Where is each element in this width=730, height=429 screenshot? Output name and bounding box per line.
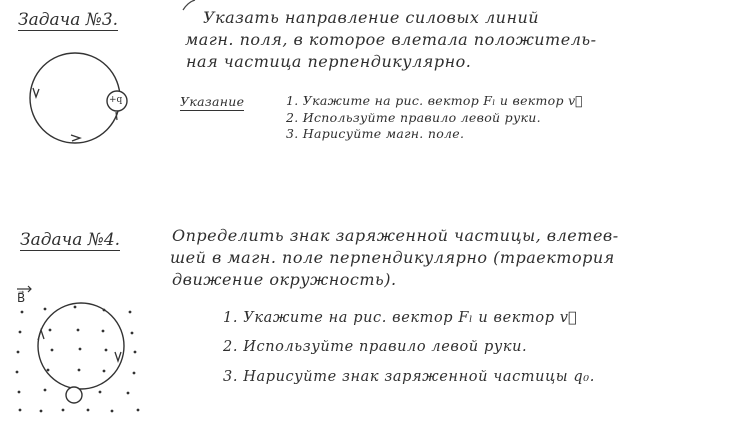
trajectory-circle-4 bbox=[38, 303, 124, 389]
task3-line-2: магн. поля, в которое влетала положитель- bbox=[185, 30, 597, 49]
task4-line-3: движение окружность). bbox=[172, 270, 397, 289]
direction-arrow-right-4 bbox=[115, 352, 121, 361]
step-2: 2. Используйте правило левой руки. bbox=[223, 339, 528, 355]
particle-4 bbox=[66, 387, 82, 403]
step-1: 1. Укажите на рис. вектор Fₗ и вектор v⃗ bbox=[223, 310, 578, 326]
step-3: 3. Нарисуйте знак заряженной частицы q₀. bbox=[223, 369, 595, 385]
hint-2: 2. Используйте правило левой руки. bbox=[286, 110, 541, 125]
hint-3: 3. Нарисуйте магн. поле. bbox=[286, 126, 465, 141]
task3-line-3: ная частица перпендикулярно. bbox=[186, 52, 472, 71]
task4-title: Задача №4. bbox=[20, 230, 121, 250]
direction-arrow-left-4 bbox=[38, 330, 44, 340]
task4-line-1: Определить знак заряженной частицы, влетев- bbox=[172, 226, 619, 245]
task3-title: Задача №3. bbox=[18, 10, 119, 30]
hint-1: 1. Укажите на рис. вектор Fₗ и вектор v⃗ bbox=[286, 93, 583, 108]
task3-line-1: Указать направление силовых линий bbox=[203, 8, 540, 27]
charge-label-3: +q bbox=[109, 95, 123, 105]
task4-line-2: шей в магн. поле перпендикулярно (траектория bbox=[170, 248, 615, 267]
field-label-b: B⃗ bbox=[17, 291, 26, 305]
hint-label: Указание bbox=[180, 94, 245, 109]
